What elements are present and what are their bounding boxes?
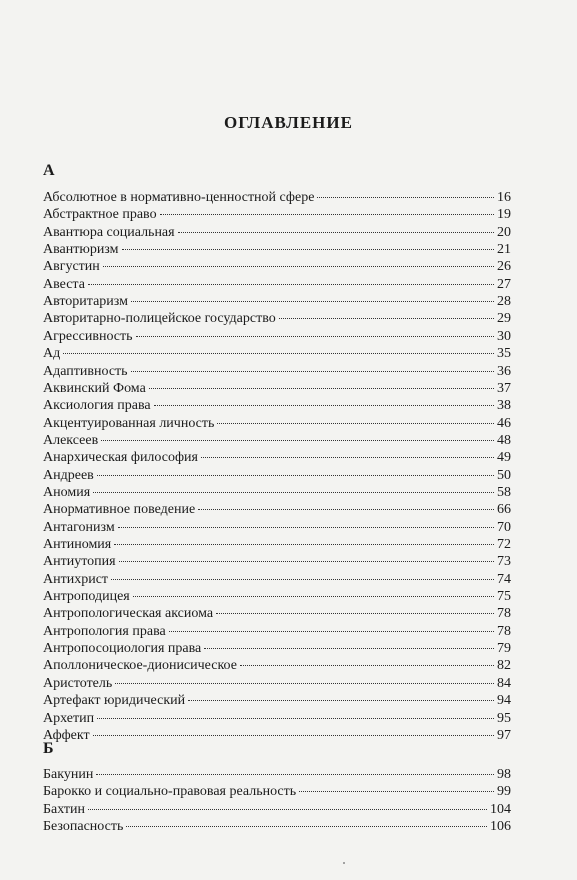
- entry-title: Бакунин: [43, 767, 94, 782]
- page-number: 84: [497, 676, 511, 691]
- entry-title: Артефакт юридический: [43, 693, 186, 708]
- dot-leader: [279, 318, 494, 319]
- entry-title: Антроподицея: [43, 589, 130, 604]
- entry-title: Бахтин: [43, 802, 86, 817]
- entry-title: Антропосоциология права: [43, 641, 202, 656]
- toc-entry[interactable]: [43, 328, 511, 345]
- dot-leader: [299, 791, 494, 792]
- dot-leader: [96, 774, 494, 775]
- page-number: 74: [497, 572, 511, 587]
- entry-title: Августин: [43, 259, 100, 274]
- toc-entry[interactable]: [43, 727, 511, 744]
- toc-entry[interactable]: [43, 484, 511, 501]
- entry-title: Анархическая философия: [43, 450, 198, 465]
- toc-entry[interactable]: [43, 519, 511, 536]
- toc-entry[interactable]: [43, 801, 511, 818]
- dot-leader: [154, 405, 494, 406]
- dot-leader: [133, 596, 494, 597]
- dot-leader: [188, 700, 494, 701]
- entry-title: Антиномия: [43, 537, 112, 552]
- dot-leader: [216, 613, 494, 614]
- entry-title: Аполлоническое-дионисическое: [43, 658, 237, 673]
- toc-entry[interactable]: [43, 623, 511, 640]
- dot-leader: [131, 301, 494, 302]
- entry-title: Андреев: [43, 468, 94, 483]
- toc-entry[interactable]: [43, 397, 511, 414]
- toc-entry[interactable]: [43, 276, 511, 293]
- entry-title: Аквинский Фома: [43, 381, 146, 396]
- page-number: 29: [497, 311, 511, 326]
- toc-entry[interactable]: [43, 710, 511, 727]
- toc-entry[interactable]: [43, 766, 511, 783]
- page-number: 73: [497, 554, 511, 569]
- toc-entry[interactable]: [43, 640, 511, 657]
- toc-entry[interactable]: [43, 224, 511, 241]
- toc-entry[interactable]: [43, 818, 511, 835]
- page-number: 95: [497, 711, 511, 726]
- dot-leader: [101, 440, 494, 441]
- page-number: 82: [497, 658, 511, 673]
- dot-leader: [126, 826, 487, 827]
- entry-title: Барокко и социально-правовая реальность: [43, 784, 297, 799]
- dot-leader: [201, 457, 494, 458]
- page-number: 78: [497, 606, 511, 621]
- dot-leader: [115, 683, 494, 684]
- page-number: 98: [497, 767, 511, 782]
- toc-entry[interactable]: [43, 432, 511, 449]
- dot-leader: [111, 579, 494, 580]
- page-number: 36: [497, 364, 511, 379]
- dot-leader: [240, 665, 494, 666]
- dot-leader: [122, 249, 494, 250]
- page-number: 49: [497, 450, 511, 465]
- toc-entry[interactable]: [43, 467, 511, 484]
- page-number: 104: [490, 802, 511, 817]
- toc-entry[interactable]: [43, 293, 511, 310]
- page-number: 19: [497, 207, 511, 222]
- toc-entry[interactable]: [43, 189, 511, 206]
- dot-leader: [149, 388, 494, 389]
- entry-title: Антагонизм: [43, 520, 115, 535]
- dot-leader: [114, 544, 494, 545]
- page-number: 28: [497, 294, 511, 309]
- toc-entry[interactable]: [43, 553, 511, 570]
- page-number: 20: [497, 225, 511, 240]
- dot-leader: [97, 475, 494, 476]
- dot-leader: [178, 232, 494, 233]
- toc-entry[interactable]: [43, 206, 511, 223]
- dot-leader: [131, 371, 494, 372]
- toc-entry[interactable]: [43, 241, 511, 258]
- entry-title: Абсолютное в нормативно-ценностной сфере: [43, 190, 315, 205]
- toc-entry[interactable]: [43, 415, 511, 432]
- entry-title: Агрессивность: [43, 329, 133, 344]
- page-number: 94: [497, 693, 511, 708]
- entry-title: Авторитаризм: [43, 294, 128, 309]
- page-number: 78: [497, 624, 511, 639]
- toc-entry[interactable]: [43, 783, 511, 800]
- dot-leader: [63, 353, 494, 354]
- toc-entry[interactable]: [43, 363, 511, 380]
- dot-leader: [88, 809, 487, 810]
- toc-entry[interactable]: [43, 605, 511, 622]
- page-number: 66: [497, 502, 511, 517]
- page-number: 26: [497, 259, 511, 274]
- dot-leader: [103, 266, 494, 267]
- page-number: 72: [497, 537, 511, 552]
- entry-title: Аффект: [43, 728, 90, 743]
- entry-title: Архетип: [43, 711, 95, 726]
- entry-title: Аномия: [43, 485, 91, 500]
- page-number: 30: [497, 329, 511, 344]
- dot-leader: [93, 492, 494, 493]
- toc-entry[interactable]: [43, 258, 511, 275]
- dot-leader: [118, 527, 494, 528]
- toc-entry[interactable]: [43, 692, 511, 709]
- dot-leader: [97, 718, 494, 719]
- page-number: 38: [497, 398, 511, 413]
- page-number: 106: [490, 819, 511, 834]
- page-number: 27: [497, 277, 511, 292]
- entry-title: Абстрактное право: [43, 207, 157, 222]
- page-number: 99: [497, 784, 511, 799]
- section-letter: Б: [43, 740, 54, 757]
- dot-leader: [93, 735, 494, 736]
- dot-leader: [119, 561, 494, 562]
- toc-entry[interactable]: [43, 449, 511, 466]
- dot-leader: [88, 284, 494, 285]
- toc-entry[interactable]: [43, 310, 511, 327]
- entry-title: Авторитарно-полицейское государство: [43, 311, 276, 326]
- dot-leader: [169, 631, 494, 632]
- page-number: 50: [497, 468, 511, 483]
- toc-entry[interactable]: [43, 675, 511, 692]
- page-number: 75: [497, 589, 511, 604]
- entry-title: Авантюра социальная: [43, 225, 175, 240]
- entry-title: Антропологическая аксиома: [43, 606, 214, 621]
- page-number: 16: [497, 190, 511, 205]
- toc-entry[interactable]: [43, 380, 511, 397]
- page-number: 48: [497, 433, 511, 448]
- dot-leader: [317, 197, 494, 198]
- print-speck: [343, 862, 345, 864]
- entry-title: Антропология права: [43, 624, 166, 639]
- entry-title: Алексеев: [43, 433, 99, 448]
- page-title: ОГЛАВЛЕНИЕ: [224, 113, 353, 132]
- entry-title: Аристотель: [43, 676, 113, 691]
- entry-title: Авеста: [43, 277, 85, 292]
- page-number: 58: [497, 485, 511, 500]
- dot-leader: [198, 509, 494, 510]
- page-number: 79: [497, 641, 511, 656]
- dot-leader: [136, 336, 494, 337]
- toc-entry[interactable]: [43, 501, 511, 518]
- toc-entry[interactable]: [43, 657, 511, 674]
- entry-title: Ад: [43, 346, 61, 361]
- entry-title: Анормативное поведение: [43, 502, 196, 517]
- dot-leader: [217, 423, 494, 424]
- toc-entry[interactable]: [43, 345, 511, 362]
- entry-title: Аксиология права: [43, 398, 151, 413]
- entry-title: Антиутопия: [43, 554, 116, 569]
- entry-title: Авантюризм: [43, 242, 119, 257]
- page-number: 35: [497, 346, 511, 361]
- dot-leader: [204, 648, 494, 649]
- dot-leader: [160, 214, 494, 215]
- entry-title: Адаптивность: [43, 364, 128, 379]
- page-number: 37: [497, 381, 511, 396]
- section-letter: А: [43, 162, 55, 179]
- toc-entry[interactable]: [43, 536, 511, 553]
- toc-entry[interactable]: [43, 588, 511, 605]
- page-number: 97: [497, 728, 511, 743]
- page-number: 46: [497, 416, 511, 431]
- entry-title: Антихрист: [43, 572, 109, 587]
- entry-title: Акцентуированная личность: [43, 416, 215, 431]
- page-number: 70: [497, 520, 511, 535]
- entry-title: Безопасность: [43, 819, 124, 834]
- page-number: 21: [497, 242, 511, 257]
- toc-entry[interactable]: [43, 571, 511, 588]
